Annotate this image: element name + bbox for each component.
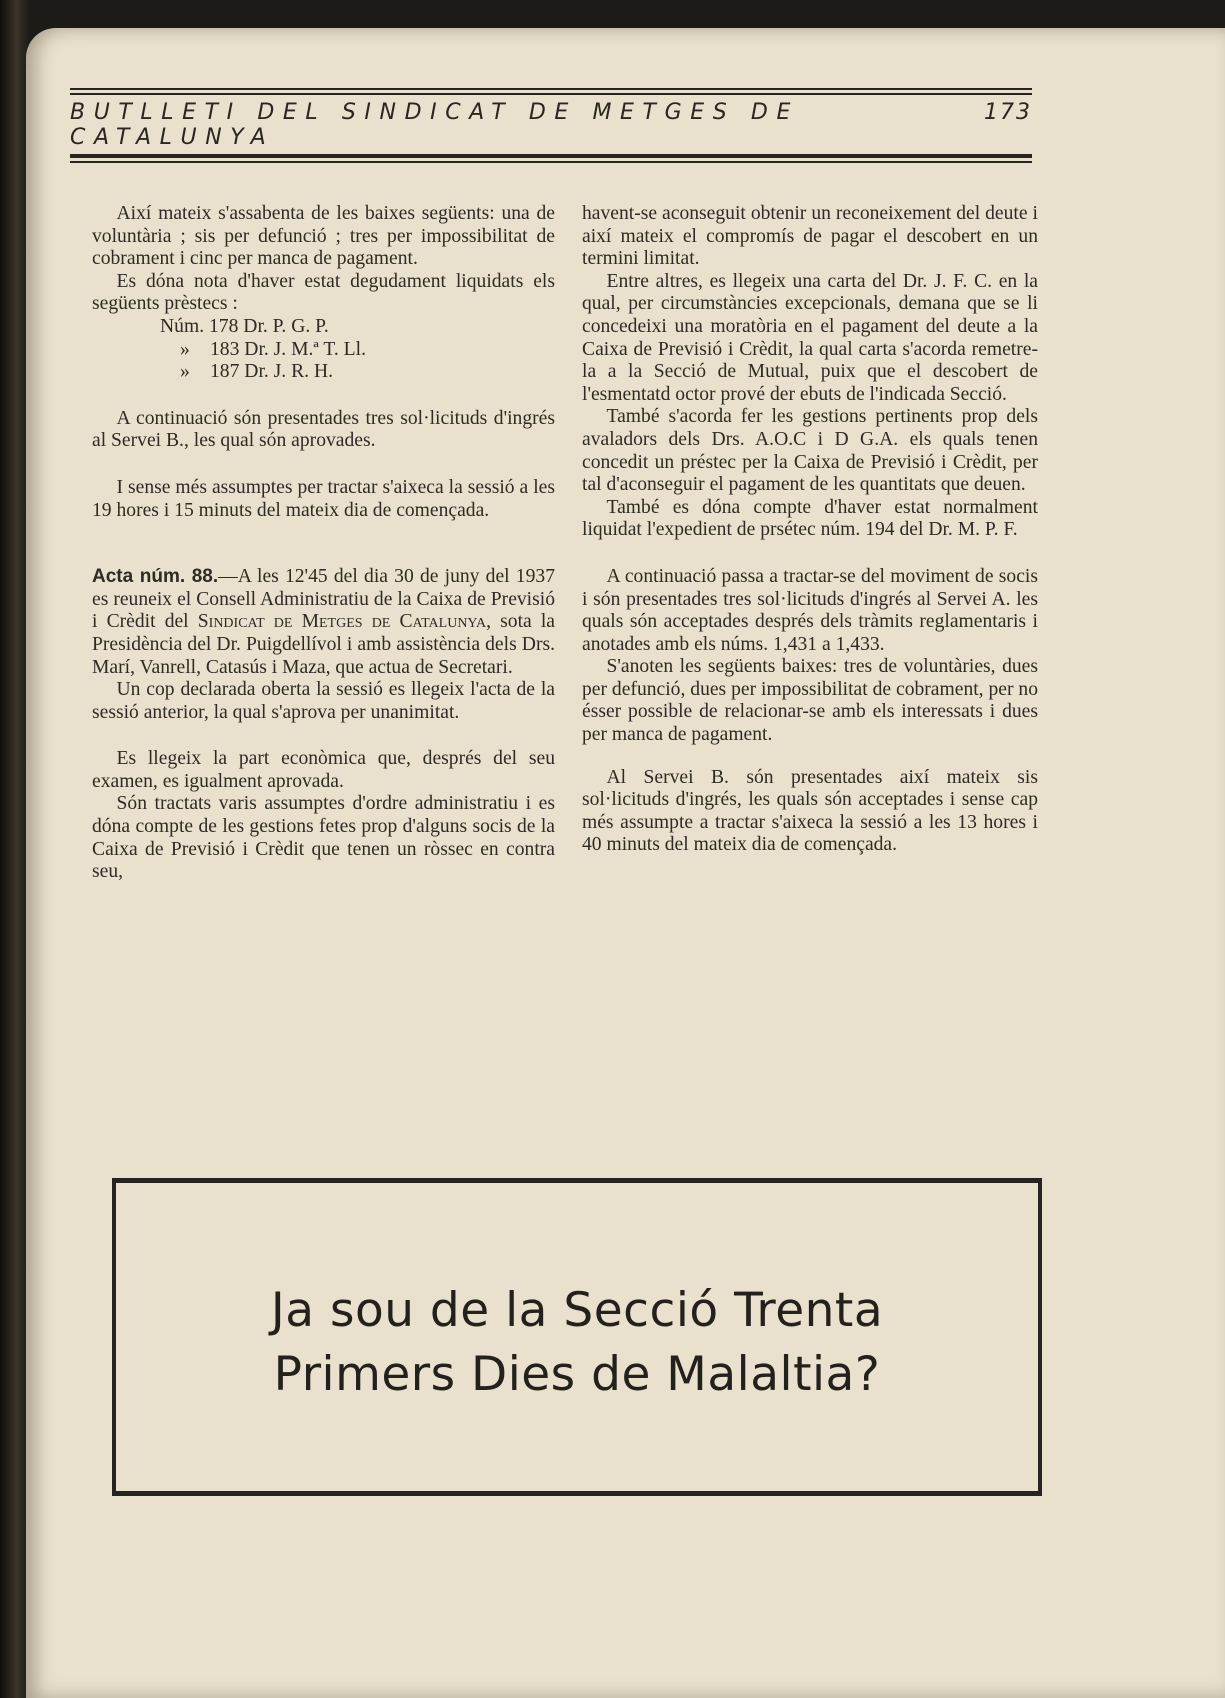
left-column	[92, 203, 555, 884]
paragraph-prestecs: Es dóna nota d'haver estat degudament liquidats els següents prèstecs :	[92, 270, 555, 315]
paragraph-baixes: Així mateix s'assabenta de les baixes següents: una de voluntària ; sis per defunció ; tres per impossibilitat de cobrament i cinc per manca de pagament.	[92, 203, 555, 270]
paragraph-moviment-socis: A continuació passa a tractar-se del moviment de socis i són presentades tres sol·licituds d'ingrés al Servei A. les quals són acceptades després dels tràmits reglamentaris i anotades amb els núms. 1,431 a 1,433.	[582, 565, 1038, 655]
paragraph-baixes-servei: S'anoten les següents baixes: tres de voluntàries, dues per defunció, dues per impossibilitat de cobrament, per no ésser possible de relacionar-se amb els interessats i dues per manca de pagament.	[582, 656, 1038, 746]
loan-item: » 187 Dr. J. R. H.	[180, 361, 334, 383]
advert-line-2: Primers Dies de Malaltia?	[273, 1347, 881, 1402]
paragraph-cloenda: I sense més assumptes per tractar s'aixeca la sessió a les 19 hores i 15 minuts del mateix dia de començada.	[92, 476, 555, 521]
advertisement-text	[116, 1279, 1038, 1407]
journal-title: BUTLLETI DEL SINDICAT DE METGES DE CATALUNYA	[70, 100, 799, 150]
advertisement-box	[112, 1178, 1042, 1496]
loan-item: Núm. 178 Dr. P. G. P.	[160, 315, 329, 337]
paragraph-servei-b: Al Servei B. són presentades així mateix sis sol·licituds d'ingrés, les quals són acceptades i sense cap més assumpte a tractar s'aixeca la sessió a les 13 hores i 40 minuts del mateix dia de començada.	[582, 766, 1038, 856]
running-header	[70, 88, 1032, 163]
paragraph-acta-88: Acta núm. 88.—A les 12'45 del dia 30 de juny del 1937 es reuneix el Consell Administratiu de la Caixa de Previsió i Crèdit del Sindicat de Metges de Catalunya, sota la Presidència del Dr. Puigdellívol i amb assistència dels Drs. Marí, Vanrell, Catasús i Maza, que actua de Secretari.	[92, 566, 555, 678]
header-line	[70, 95, 1032, 154]
right-column	[582, 203, 1038, 857]
paragraph-obertura: Un cop declarada oberta la sessió es llegeix l'acta de la sessió anterior, la qual s'aprova per unanimitat.	[92, 679, 555, 723]
advert-line-1: Ja sou de la Secció Trenta	[270, 1283, 884, 1338]
paragraph-avaladors: També s'acorda fer les gestions pertinents prop dels avaladors dels Drs. A.O.C i D G.A. els quals tenen concedit un préstec per la Caixa de Previsió i Crèdit, per tal d'aconseguir el pagament de les quantitats que deuen.	[582, 406, 1038, 496]
paragraph-expedient: També es dóna compte d'haver estat normalment liquidat l'expedient de prsétec núm. 194 del Dr. M. P. F.	[582, 496, 1038, 541]
paragraph-solicituds: A continuació són presentades tres sol·licituds d'ingrés al Servei B., les qual són aprovades.	[92, 407, 555, 452]
page-number: 173	[984, 100, 1032, 125]
paragraph-assumptes: Són tractats varis assumptes d'ordre administratiu i es dóna compte de les gestions fetes prop d'alguns socis de la Caixa de Previsió i Crèdit que tenen un ròssec en contra seu,	[92, 793, 555, 883]
paragraph-continuacio: havent-se aconseguit obtenir un reconeixement del deute i així mateix el compromís de pagar el descobert en un termini limitat.	[582, 203, 1038, 270]
paragraph-carta: Entre altres, es llegeix una carta del Dr. J. F. C. en la qual, per circumstàncies excepcionals, demana que se li concedeixi una moratòria en el pagament del deute a la Caixa de Previsió i Crèdit, la qual carta s'acorda remetre-la a la Secció de Mutual, puix que el descobert de l'esmentatd octor prové der ebuts de l'indicada Secció.	[582, 270, 1038, 405]
header-rule-bottom-thin	[70, 161, 1032, 163]
paragraph-economica: Es llegeix la part econòmica que, després del seu examen, es igualment aprovada.	[92, 748, 555, 792]
loan-item: » 183 Dr. J. M.ª T. Ll.	[180, 338, 366, 360]
acta-label: Acta núm. 88.	[92, 566, 219, 588]
